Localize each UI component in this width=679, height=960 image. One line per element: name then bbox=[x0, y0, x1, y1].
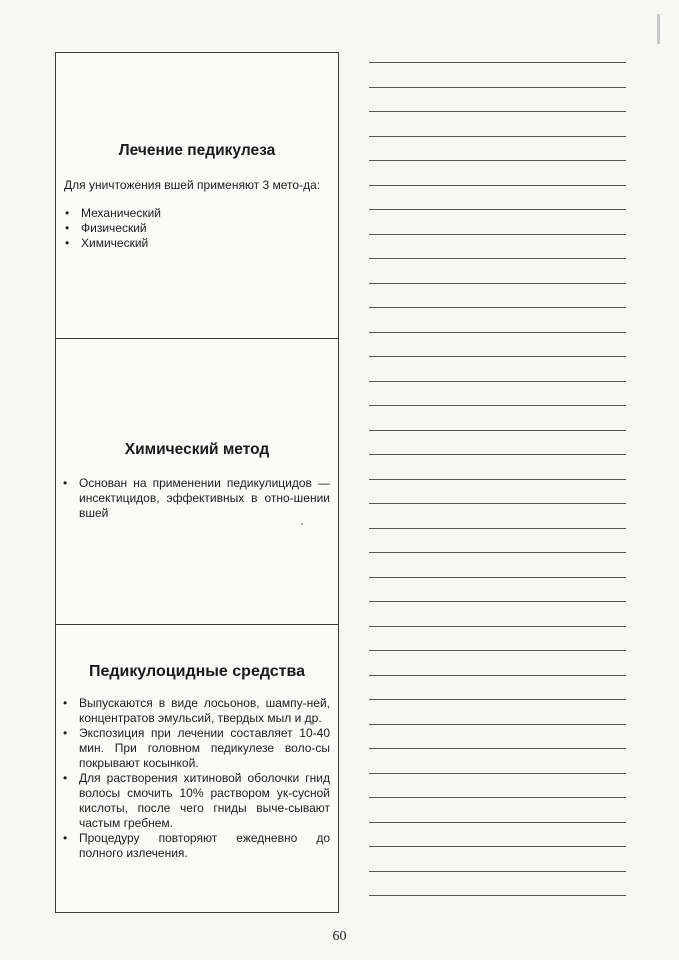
slide-title: Лечение педикулеза bbox=[118, 142, 276, 159]
slide-pediculicides bbox=[56, 624, 338, 912]
slide-title: Педикулоцидные средства bbox=[88, 663, 306, 680]
note-line bbox=[369, 185, 626, 186]
note-line bbox=[369, 258, 626, 259]
list-item: • Основан на применении педикулицидов — инсектицидов, эффективных в отно-шении вшей bbox=[62, 476, 330, 521]
note-line bbox=[369, 405, 626, 406]
note-line bbox=[369, 871, 626, 872]
note-line bbox=[369, 454, 626, 455]
note-line bbox=[369, 699, 626, 700]
slides-column bbox=[55, 52, 339, 913]
note-line bbox=[369, 528, 626, 529]
note-line bbox=[369, 209, 626, 210]
note-line bbox=[369, 356, 626, 357]
note-line bbox=[369, 307, 626, 308]
note-line bbox=[369, 822, 626, 823]
page-number: 60 bbox=[332, 929, 347, 944]
note-line bbox=[369, 601, 626, 602]
note-line bbox=[369, 283, 626, 284]
list-item: • Механический bbox=[64, 206, 328, 221]
note-line bbox=[369, 577, 626, 578]
notes-lines bbox=[369, 62, 626, 912]
note-line bbox=[369, 773, 626, 774]
slide-treatment bbox=[56, 53, 338, 338]
list-item: • Экспозиция при лечении составляет 10-40 мин. При головном педикулезе воло-сы покрывают косынкой. bbox=[62, 726, 330, 771]
note-line bbox=[369, 111, 626, 112]
note-line bbox=[369, 332, 626, 333]
note-line bbox=[369, 846, 626, 847]
bullet-list bbox=[64, 206, 328, 251]
list-item: • Процедуру повторяют ежедневно до полного излечения. bbox=[62, 831, 330, 861]
note-line bbox=[369, 724, 626, 725]
bullet-list bbox=[62, 696, 330, 861]
list-item: • Физический bbox=[64, 221, 328, 236]
note-line bbox=[369, 895, 626, 896]
list-item: • Для растворения хитиновой оболочки гнид волосы смочить 10% раствором ук-сусной кислоты, после чего гниды выче-сывают частым гребнем. bbox=[62, 771, 330, 831]
scan-speck bbox=[301, 523, 303, 525]
slide-intro: Для уничтожения вшей применяют 3 мето-да: bbox=[64, 178, 321, 192]
list-item: • Выпускаются в виде лосьонов, шампу-ней, концентратов эмульсий, твердых мыл и др. bbox=[62, 696, 330, 726]
note-line bbox=[369, 430, 626, 431]
slide-chemical-method bbox=[56, 338, 338, 624]
note-line bbox=[369, 381, 626, 382]
note-line bbox=[369, 479, 626, 480]
note-line bbox=[369, 87, 626, 88]
list-item: • Химический bbox=[64, 236, 328, 251]
slide-title: Химический метод bbox=[124, 441, 270, 458]
note-line bbox=[369, 234, 626, 235]
note-line bbox=[369, 503, 626, 504]
note-line bbox=[369, 797, 626, 798]
bullet-list bbox=[62, 476, 330, 521]
note-line bbox=[369, 552, 626, 553]
scan-edge-mark bbox=[657, 14, 660, 44]
note-line bbox=[369, 650, 626, 651]
note-line bbox=[369, 748, 626, 749]
note-line bbox=[369, 62, 626, 63]
note-line bbox=[369, 136, 626, 137]
note-line bbox=[369, 626, 626, 627]
note-line bbox=[369, 160, 626, 161]
note-line bbox=[369, 675, 626, 676]
